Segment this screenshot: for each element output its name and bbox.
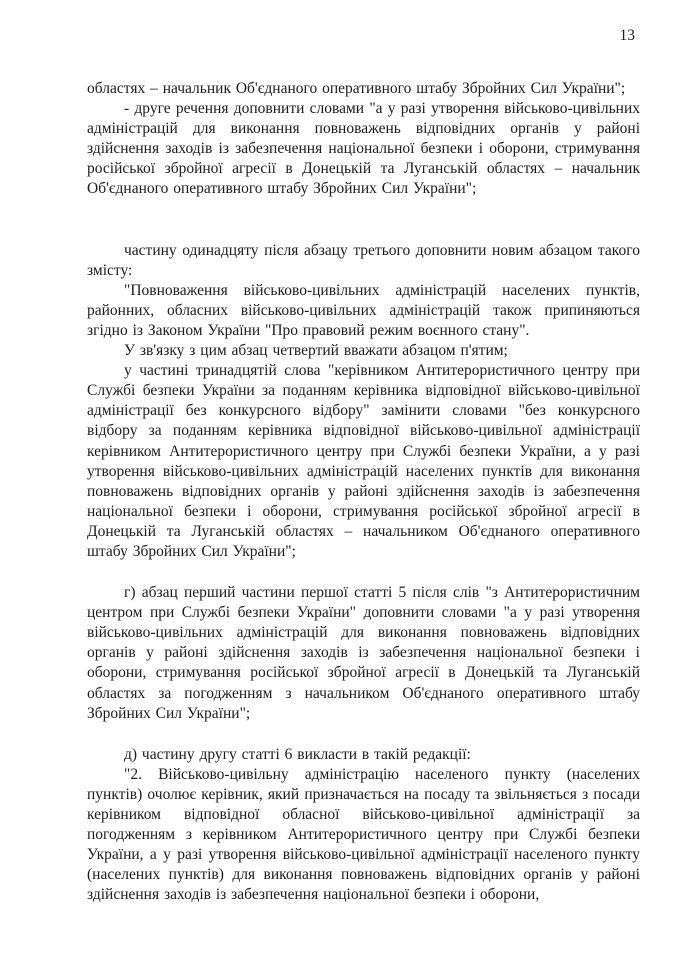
page-number: 13	[619, 27, 635, 44]
paragraph-item-g-article5: г) абзац перший частини першої статті 5 після слів "з Антитерористичним центром при Службі безпеки України" доповнити словами "а у разі утворення військово-цивільних адміністрацій для виконання повноважень відповідних органів у районі здійснення заходів із забезпечення національної безпеки і оборони, стримування російської збройної агресії в Донецькій та Луганській областях за погодженням з начальником Об'єднаного оперативного штабу Збройних Сил України";	[87, 584, 640, 722]
paragraph-article6-part2-text: "2. Військово-цивільну адміністрацію населеного пункту (населених пунктів) очолює керівник, який призначається на посаду та звільняється з посади керівником відповідної обласної військово-цивільної адміністрації за погодженням з керівником Антитерористичного центру при Службі безпеки України, а у разі утворення військово-цивільної адміністрації населеного пункту (населених пунктів) для виконання повноважень відповідних органів у районі здійснення заходів із забезпечення національної безпеки і оборони,	[87, 765, 640, 904]
paragraph-item-d-article6: д) частину другу статті 6 викласти в такій редакції:	[124, 745, 471, 763]
paragraph-part-eleven-amendment: частину одинадцяту після абзацу третього доповнити новим абзацом такого змісту:	[87, 241, 640, 279]
paragraph-continuation: областях – начальник Об'єднаного оперативного штабу Збройних Сил України";	[87, 80, 626, 97]
document-body	[87, 79, 640, 905]
paragraph-second-sentence-amendment: - друге речення доповнити словами "а у разі утворення військово-цивільних адміністрацій для виконання повноважень відповідних органів у районі здійснення заходів із забезпечення національної безпеки і оборони, стримування російської збройної агресії в Донецькій та Луганській областях – начальник Об'єднаного оперативного штабу Збройних Сил України";	[87, 100, 640, 198]
paragraph-part-thirteen-amendment: у частині тринадцятій слова "керівником Антитерористичного центру при Службі безпеки України за поданням керівника відповідної військово-цивільної адміністрації без конкурсного відбору" замінити словами "без конкурсного відбору за поданням керівника відповідної військово-цивільної адміністрації керівником Антитерористичного центру при Службі безпеки України, а у разі утворення військово-цивільних адміністрацій населених пунктів для виконання повноважень відповідних органів у районі здійснення заходів із забезпечення національної безпеки і оборони, стримування російської збройної агресії в Донецькій та Луганській областях – начальником Об'єднаного оперативного штабу Збройних Сил України";	[87, 362, 640, 560]
paragraph-renumbering-note: У зв'язку з цим абзац четвертий вважати абзацом п'ятим;	[124, 342, 508, 360]
paragraph-powers-termination: "Повноваження військово-цивільних адміністрацій населених пунктів, районних, обласних військово-цивільних адміністрацій також припиняються згідно із Законом України "Про правовий режим воєнного стану".	[87, 281, 640, 339]
